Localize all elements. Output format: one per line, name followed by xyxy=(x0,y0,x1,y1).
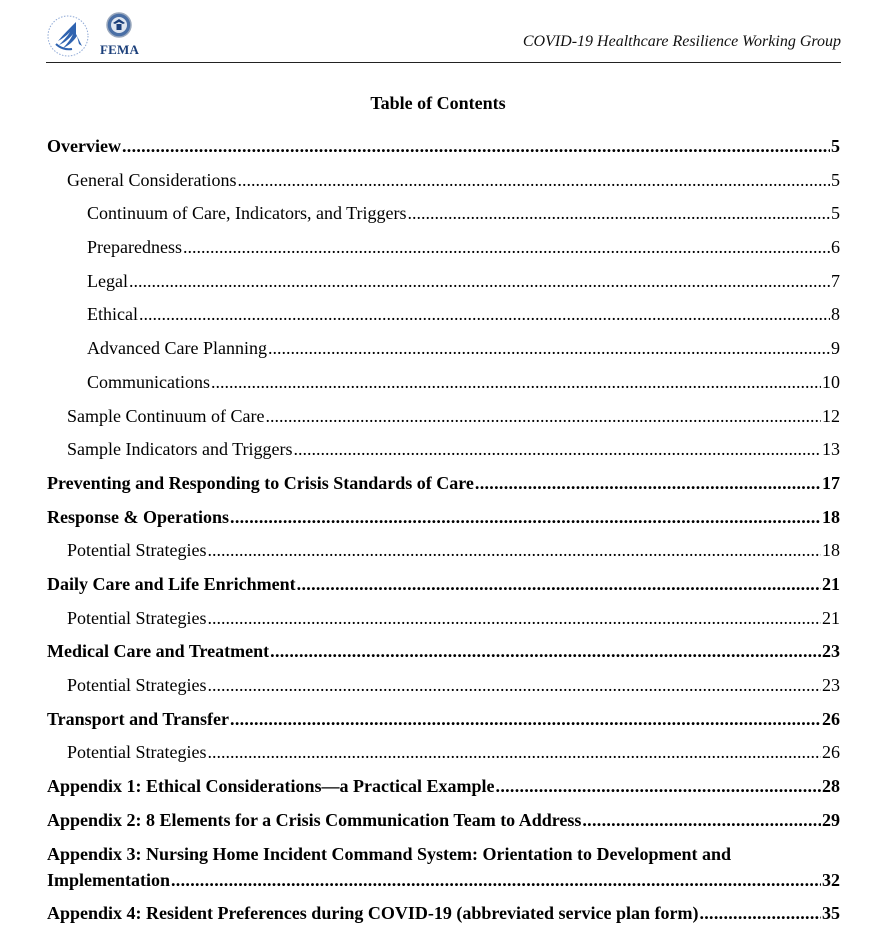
toc-entry-label: Communications xyxy=(87,371,210,392)
toc-page-number: 10 xyxy=(822,371,840,392)
toc-leader-dots xyxy=(265,400,821,434)
toc-leader-dots xyxy=(207,534,821,568)
toc-entry-label: Daily Care and Life Enrichment xyxy=(47,573,296,594)
toc-entry[interactable] xyxy=(47,804,840,838)
toc-entry[interactable] xyxy=(47,897,840,931)
toc-title: Table of Contents xyxy=(370,93,506,113)
toc-page-number: 13 xyxy=(822,439,840,460)
toc-page-number: 18 xyxy=(822,540,840,561)
toc-page-number: 8 xyxy=(831,304,840,325)
toc-page-number: 23 xyxy=(822,641,840,662)
toc-entry-label: Sample Continuum of Care xyxy=(67,405,265,426)
toc-entry-label: Legal xyxy=(87,270,128,291)
toc-entry[interactable] xyxy=(47,841,840,893)
toc-page-number: 5 xyxy=(831,203,840,224)
toc-entry[interactable] xyxy=(47,366,840,400)
toc-entry-label: Potential Strategies xyxy=(67,742,207,763)
toc-page-number: 23 xyxy=(822,675,840,695)
toc-entry[interactable] xyxy=(47,400,840,434)
toc-page-number: 28 xyxy=(822,776,840,797)
toc-entry[interactable] xyxy=(47,501,840,535)
toc-page-number: 17 xyxy=(822,472,840,493)
toc-leader-dots xyxy=(171,867,821,893)
toc-leader-dots xyxy=(207,736,821,770)
toc-page-number: 21 xyxy=(822,573,840,594)
toc-leader-dots xyxy=(122,130,830,164)
toc-entry-label: Transport and Transfer xyxy=(47,708,230,729)
table-of-contents xyxy=(47,130,840,931)
toc-entry-label-continued: Implementation xyxy=(47,870,170,891)
toc-entry[interactable] xyxy=(47,197,840,231)
toc-leader-dots xyxy=(268,332,830,366)
toc-entry-label: Potential Strategies xyxy=(67,607,207,628)
toc-entry[interactable] xyxy=(47,433,840,467)
toc-leader-dots xyxy=(183,231,830,265)
toc-entry-label: Preventing and Responding to Crisis Standards of Care xyxy=(47,472,474,493)
toc-entry[interactable] xyxy=(47,669,840,703)
toc-page-number: 5 xyxy=(831,136,840,156)
toc-page-number: 6 xyxy=(831,237,840,258)
toc-page-number: 26 xyxy=(822,742,840,763)
toc-leader-dots xyxy=(230,703,821,737)
toc-entry[interactable] xyxy=(47,164,840,198)
toc-page-number: 26 xyxy=(822,708,840,729)
toc-entry[interactable] xyxy=(47,534,840,568)
toc-leader-dots xyxy=(211,366,821,400)
toc-leader-dots xyxy=(270,635,821,669)
toc-entry[interactable] xyxy=(47,568,840,602)
toc-entry-label: Preparedness xyxy=(87,237,182,258)
toc-entry[interactable] xyxy=(47,298,840,332)
toc-leader-dots xyxy=(230,501,821,535)
toc-page-number: 9 xyxy=(831,338,840,359)
toc-leader-dots xyxy=(699,897,821,931)
toc-page-number: 7 xyxy=(831,270,840,291)
toc-page-number: 32 xyxy=(822,870,840,891)
toc-leader-dots xyxy=(297,568,821,602)
toc-entry[interactable] xyxy=(47,467,840,501)
toc-leader-dots xyxy=(139,298,830,332)
toc-entry-label: Potential Strategies xyxy=(67,540,207,561)
toc-entry-label: Appendix 2: 8 Elements for a Crisis Communication Team to Address xyxy=(47,809,582,830)
toc-leader-dots xyxy=(129,265,830,299)
toc-entry-label: Ethical xyxy=(87,304,138,325)
toc-entry-label: Appendix 4: Resident Preferences during COVID-19 (abbreviated service plan form) xyxy=(47,903,699,924)
toc-entry-label: Potential Strategies xyxy=(67,675,207,695)
toc-leader-dots xyxy=(293,433,821,467)
toc-leader-dots xyxy=(207,602,821,636)
toc-page-number: 18 xyxy=(822,506,840,527)
toc-entry-label: Response & Operations xyxy=(47,506,230,527)
toc-leader-dots xyxy=(237,164,830,198)
toc-entry[interactable] xyxy=(47,231,840,265)
toc-entry[interactable] xyxy=(47,332,840,366)
toc-entry-label: Sample Indicators and Triggers xyxy=(67,439,293,460)
toc-entry-continuation xyxy=(47,867,840,893)
toc-entry[interactable] xyxy=(47,770,840,804)
toc-entry[interactable] xyxy=(47,736,840,770)
toc-entry-label: Continuum of Care, Indicators, and Triggers xyxy=(87,203,407,224)
header-title: COVID-19 Healthcare Resilience Working Group xyxy=(522,33,841,50)
toc-entry[interactable] xyxy=(47,703,840,737)
toc-entry-label: Appendix 1: Ethical Considerations—a Practical Example xyxy=(47,776,495,797)
toc-leader-dots xyxy=(496,770,821,804)
toc-page-number: 12 xyxy=(822,405,840,426)
toc-entry-label: Medical Care and Treatment xyxy=(47,641,270,662)
toc-page-number: 21 xyxy=(822,607,840,628)
toc-entry[interactable] xyxy=(47,635,840,669)
toc-page-number: 29 xyxy=(822,809,840,830)
toc-leader-dots xyxy=(582,804,821,838)
toc-entry[interactable] xyxy=(47,602,840,636)
toc-leader-dots xyxy=(407,197,830,231)
hhs-eagle-logo-icon xyxy=(46,14,90,58)
toc-entry-label: Advanced Care Planning xyxy=(87,338,267,359)
dhs-seal-icon xyxy=(106,12,132,38)
toc-entry-label: Overview xyxy=(47,136,121,156)
toc-entry[interactable] xyxy=(47,265,840,299)
toc-entry-label: General Considerations xyxy=(67,169,237,190)
toc-leader-dots xyxy=(475,467,821,501)
fema-logo-text: FEMA xyxy=(100,42,140,57)
toc-page-number: 35 xyxy=(822,903,840,924)
toc-page-number: 5 xyxy=(831,169,840,190)
page-header xyxy=(46,10,841,63)
toc-entry[interactable] xyxy=(47,130,840,164)
toc-leader-dots xyxy=(207,669,821,703)
toc-entry-label: Appendix 3: Nursing Home Incident Command System: Orientation to Development and xyxy=(47,844,732,865)
